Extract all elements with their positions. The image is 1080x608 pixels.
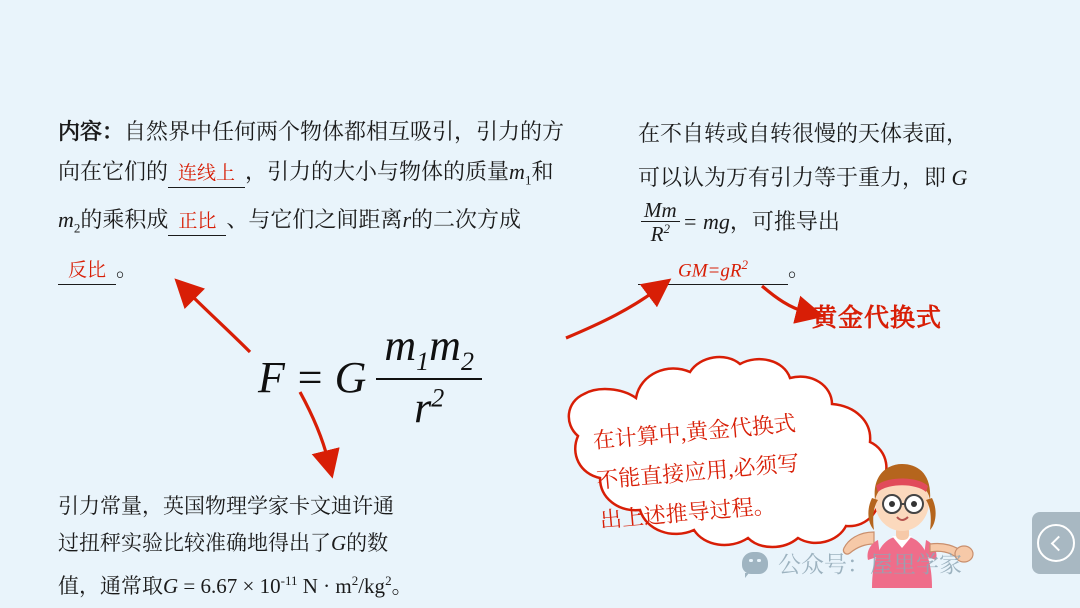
left-text-5: 、与它们之间距离: [226, 207, 403, 233]
numerator-m1: m: [384, 321, 417, 370]
content-label: 内容：: [58, 119, 125, 144]
blank-connection-line[interactable]: 连线上: [168, 161, 245, 188]
denominator-r-exp: 2: [431, 383, 445, 413]
watermark-text: 公众号：屋里学家: [778, 551, 962, 577]
formula-equals: =: [294, 352, 325, 402]
bottom-line-3-value: = 6.67 × 10: [183, 574, 281, 598]
bottom-line-2: [58, 525, 528, 562]
left-text-3: 和: [531, 159, 554, 184]
var-r: r: [402, 207, 411, 233]
bottom-line-3-unit-b: /kg: [358, 574, 386, 598]
blank-inverse-proportion[interactable]: 反比: [58, 258, 116, 285]
bottom-line-3-unit-sup2: 2: [385, 573, 392, 588]
bottom-line-3-unit-sup: 2: [351, 573, 359, 588]
var-m2: m: [58, 207, 74, 233]
formula-F: F: [258, 352, 285, 402]
formula-fraction: [376, 322, 482, 433]
left-text-6: 的二次方成: [411, 207, 522, 233]
bottom-line-3-var: G: [163, 574, 179, 598]
content-paragraph-right: [638, 112, 968, 291]
left-text-4: 的乘积成: [80, 207, 169, 233]
formula-denominator: [376, 380, 482, 432]
left-text-7: 。: [116, 255, 139, 281]
bottom-line-3-text: 值，通常取: [58, 574, 163, 598]
numerator-m2-sub: 2: [460, 346, 474, 376]
left-text-1: 自然界中任何两个物体都相互吸引，引力的方向在它们的: [58, 119, 565, 184]
denominator-R: R: [650, 221, 664, 246]
chevron-left-icon: [1037, 524, 1075, 562]
cloud-line-1: 在计算中,黄金代换式: [591, 410, 797, 454]
denominator-r: r: [414, 383, 432, 433]
blank-golden-formula[interactable]: [638, 252, 788, 285]
blank-golden-formula-exp: 2: [741, 256, 748, 272]
chevron-left-glyph: [1050, 535, 1066, 551]
fraction-denominator: [641, 222, 680, 245]
formula-numerator: [376, 322, 482, 380]
bottom-line-1: 引力常量，英国物理学家卡文迪许通: [58, 494, 394, 518]
right-text-2: ，可推导出: [729, 209, 840, 234]
bottom-line-2-text: 过扭秤实验比较准确地得出了: [58, 531, 331, 555]
fraction-Mm-over-R2: [641, 199, 680, 245]
formula-constant-G: G: [334, 352, 367, 402]
right-text-1: 在不自转或自转很慢的天体表面，可以认为万有引力等于重力，即: [638, 121, 969, 190]
cloud-line-2: 不能直接应用,必须写: [595, 450, 801, 494]
content-paragraph-left: [58, 112, 568, 289]
blank-direct-proportion[interactable]: 正比: [168, 209, 226, 236]
main-formula-gravitation: [258, 322, 482, 433]
arrow-formula-to-right-text: [566, 290, 656, 338]
bottom-line-3-end: 。: [391, 574, 413, 598]
numerator-m2: m: [429, 321, 461, 370]
var-m2-subscript: 2: [73, 220, 81, 236]
bottom-line-3-exp: -11: [280, 573, 298, 588]
var-m1: m: [509, 159, 525, 184]
var-m1-subscript: 1: [524, 172, 532, 188]
right-text-3: 。: [788, 256, 811, 281]
back-nav-button[interactable]: [1032, 512, 1080, 574]
formula-G: G: [951, 165, 968, 190]
bottom-line-2-tail: 的数: [346, 531, 389, 555]
blank-golden-formula-text: GM=gR: [678, 260, 742, 281]
left-text-2: ，引力的大小与物体的质量: [245, 159, 510, 184]
wechat-icon: [742, 552, 768, 574]
cloud-callout-text: [591, 399, 855, 541]
bottom-line-2-var: G: [331, 531, 347, 555]
footer-watermark: [742, 546, 962, 579]
arrow-formula-to-left-text: [188, 292, 250, 352]
golden-substitution-label: 黄金代换式: [812, 304, 943, 332]
numerator-m1-sub: 1: [416, 346, 430, 376]
cloud-line-3: 出上述推导过程。: [598, 492, 777, 533]
fraction-numerator: Mm: [641, 199, 680, 222]
denominator-exponent: 2: [663, 220, 670, 236]
bottom-line-3: [58, 562, 528, 605]
content-paragraph-bottom: [58, 488, 528, 605]
formula-equals-mg: = mg: [682, 209, 730, 234]
bottom-line-3-unit-a: N · m: [302, 574, 352, 598]
